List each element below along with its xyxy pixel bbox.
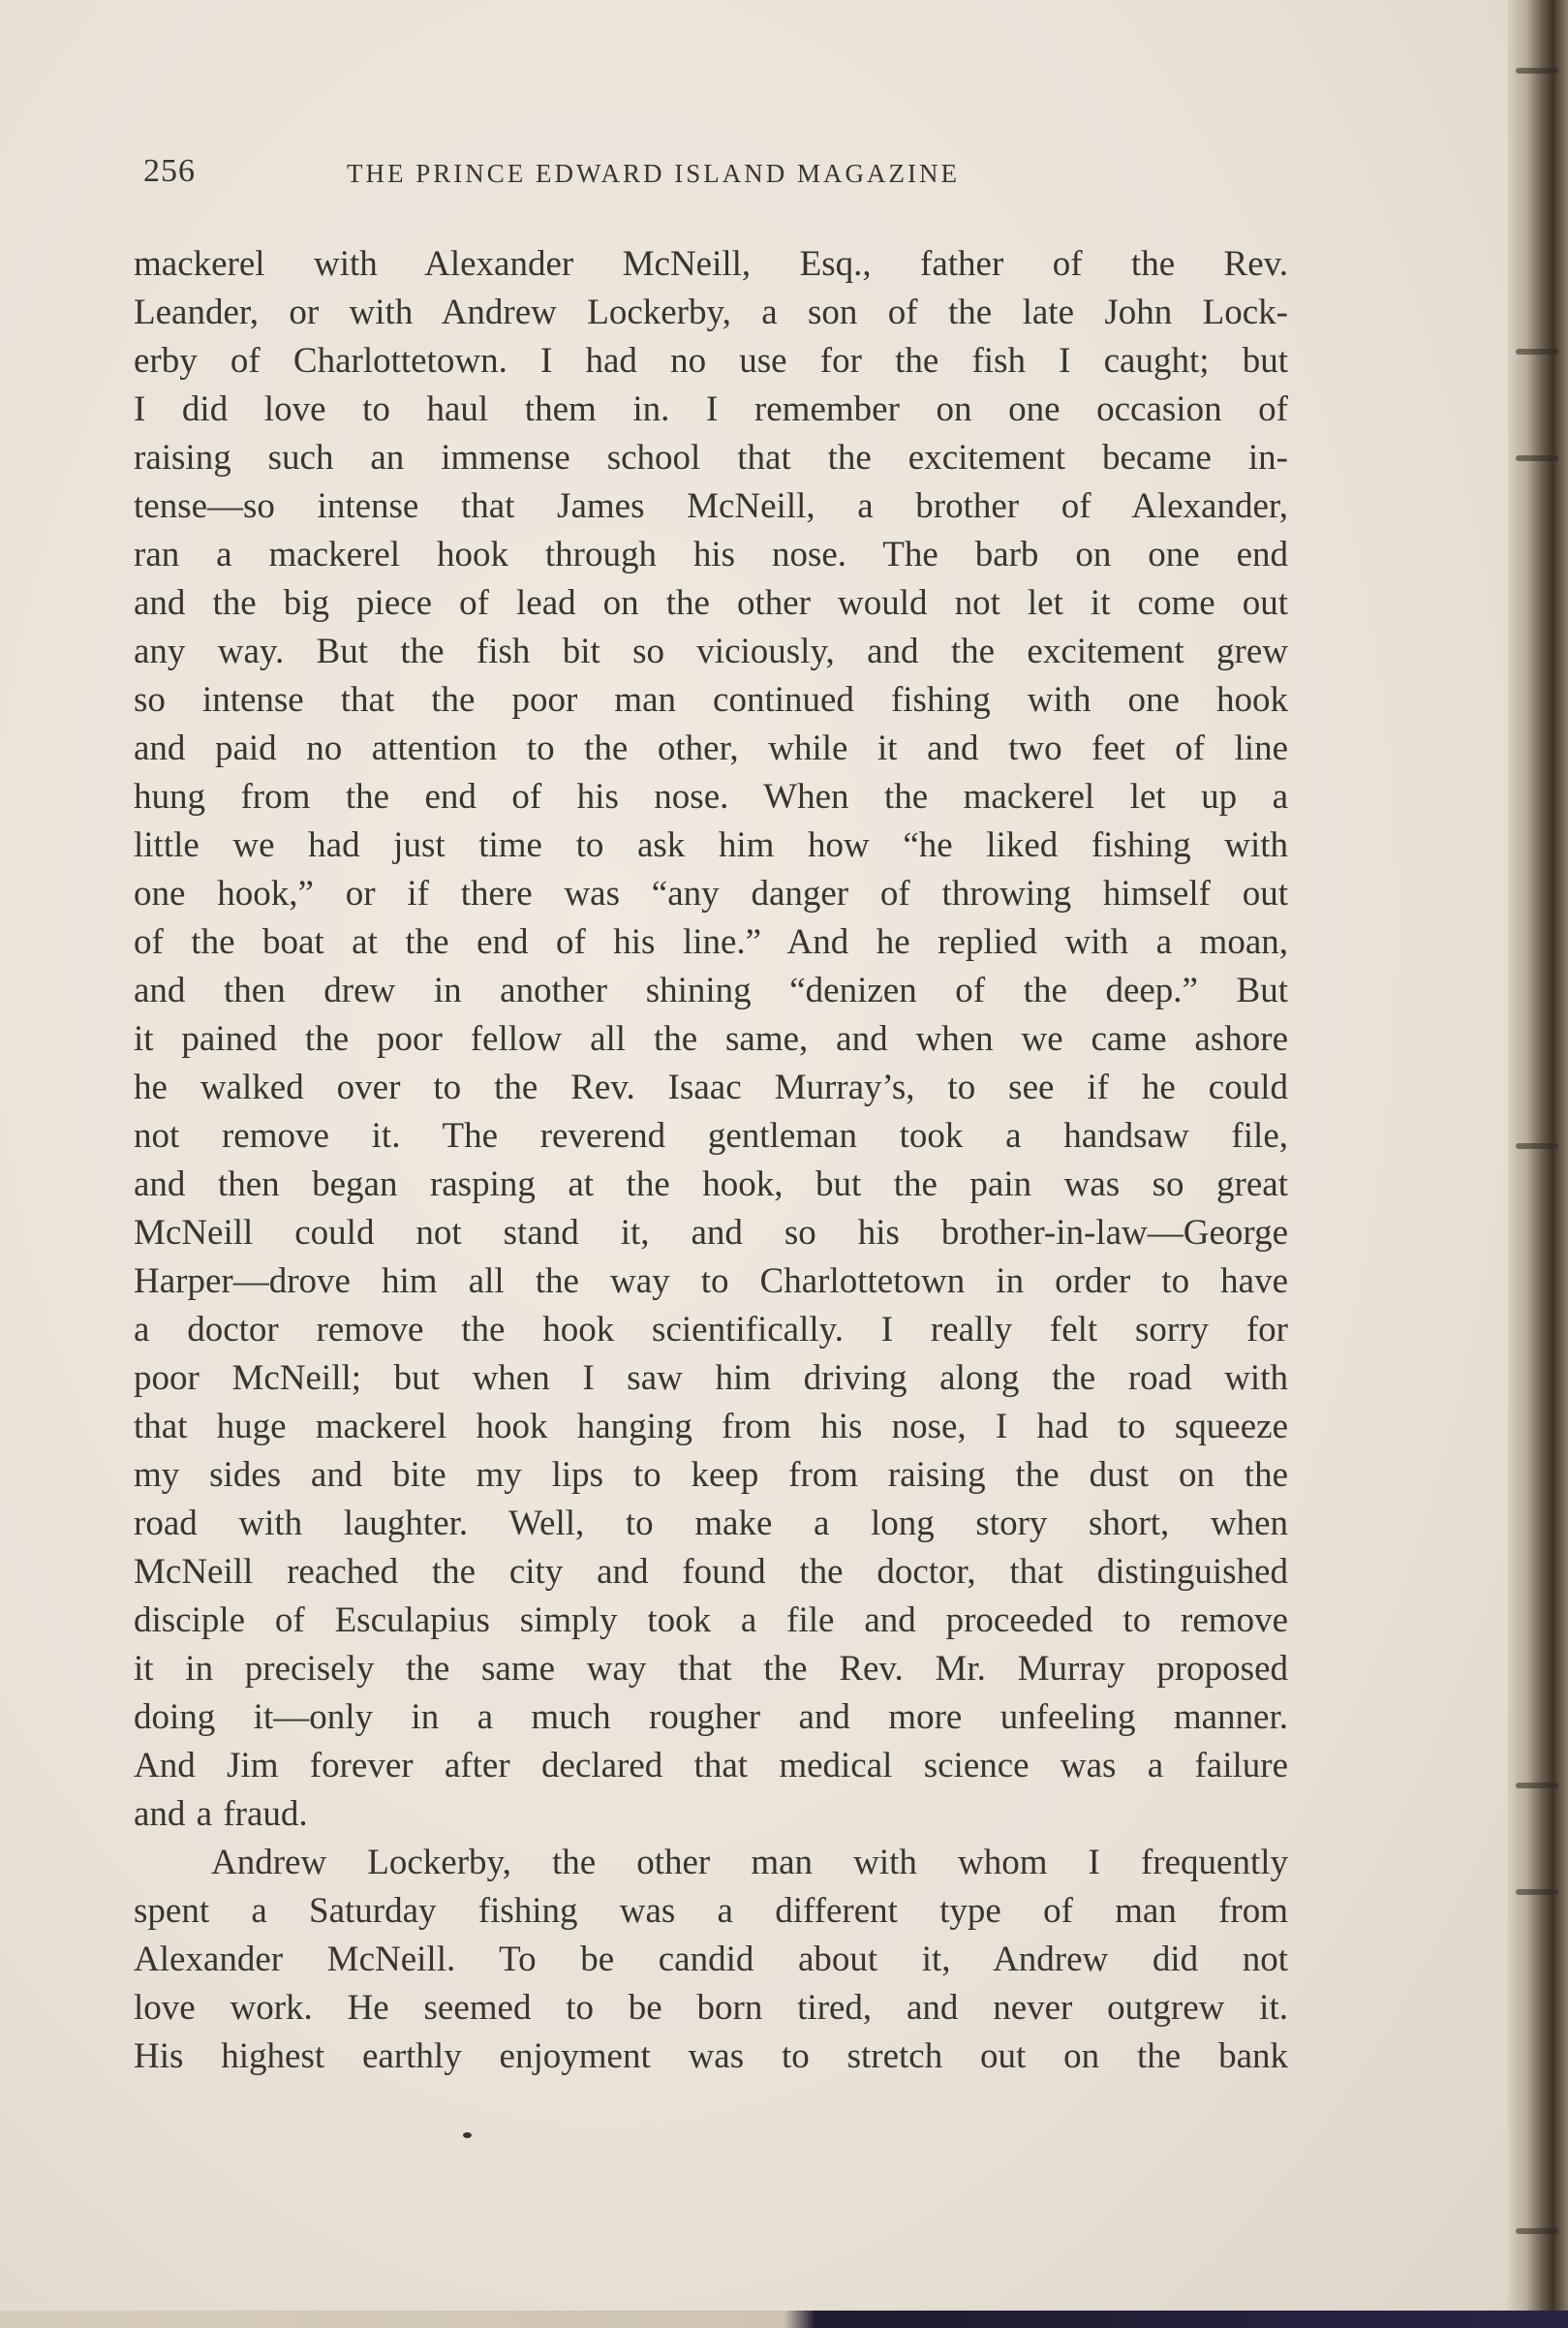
binding-stitch [1516,455,1558,461]
ink-speck [463,2132,472,2138]
binding-stitch [1516,349,1558,355]
binding-stitch [1516,1783,1558,1788]
page-number: 256 [143,153,196,189]
body-text [134,240,1288,2081]
text-line: not remove it. The reverend gentleman took a handsaw file, [134,1116,1288,1156]
book-spine-edge [1508,0,1568,2328]
text-line: McNeill could not stand it, and so his brother-in-law—George [134,1213,1288,1253]
text-line: tense—so intense that James McNeill, a brother of Alexander, [134,486,1288,526]
running-title: THE PRINCE EDWARD ISLAND MAGAZINE [347,159,960,188]
text-line: any way. But the fish bit so viciously, and the excitement grew [134,632,1288,671]
text-line: And Jim forever after declared that medical science was a failure [134,1746,1288,1785]
text-line: love work. He seemed to be born tired, and never outgrew it. [134,1988,1288,2028]
text-line: Harper—drove him all the way to Charlottetown in order to have [134,1261,1288,1301]
text-line: raising such an immense school that the excitement became in- [134,438,1288,478]
text-line: it pained the poor fellow all the same, and when we came ashore [134,1019,1288,1059]
text-line: spent a Saturday fishing was a different type of man from [134,1891,1288,1931]
text-line: so intense that the poor man continued fishing with one hook [134,680,1288,720]
binding-stitch [1516,2228,1558,2234]
binding-stitch [1516,1889,1558,1895]
text-line: he walked over to the Rev. Isaac Murray’s, to see if he could [134,1068,1288,1107]
text-line: it in precisely the same way that the Rev. Mr. Murray proposed [134,1649,1288,1689]
text-line: and then drew in another shining “denizen of the deep.” But [134,971,1288,1010]
text-line: I did love to haul them in. I remember on one occasion of [134,389,1288,429]
binding-stitch [1516,68,1558,74]
text-line: and the big piece of lead on the other would not let it come out [134,583,1288,623]
text-line: His highest earthly enjoyment was to stretch out on the bank [134,2036,1288,2076]
text-line: hung from the end of his nose. When the mackerel let up a [134,777,1288,817]
text-line: Leander, or with Andrew Lockerby, a son of the late John Lock- [134,293,1288,332]
page-bottom-edge [0,2311,1568,2328]
text-line: McNeill reached the city and found the doctor, that distinguished [134,1552,1288,1592]
text-line: and paid no attention to the other, while it and two feet of line [134,729,1288,768]
paragraph-end-line: and a fraud. [134,1794,308,1834]
text-line: my sides and bite my lips to keep from raising the dust on the [134,1455,1288,1495]
text-line: road with laughter. Well, to make a long story short, when [134,1504,1288,1543]
text-line: that huge mackerel hook hanging from his nose, I had to squeeze [134,1407,1288,1446]
text-line: poor McNeill; but when I saw him driving along the road with [134,1358,1288,1398]
text-line: doing it—only in a much rougher and more unfeeling manner. [134,1697,1288,1737]
text-line: mackerel with Alexander McNeill, Esq., father of the Rev. [134,244,1288,284]
binding-stitch [1516,1143,1558,1149]
text-line: disciple of Esculapius simply took a file and proceeded to remove [134,1600,1288,1640]
text-line: a doctor remove the hook scientifically. I really felt sorry for [134,1310,1288,1350]
text-line: little we had just time to ask him how “he liked fishing with [134,825,1288,865]
text-line: one hook,” or if there was “any danger of throwing himself out [134,874,1288,914]
text-line: erby of Charlottetown. I had no use for the fish I caught; but [134,341,1288,381]
text-line: Alexander McNeill. To be candid about it, Andrew did not [134,1940,1288,1979]
page-header [143,153,1112,200]
text-line: and then began rasping at the hook, but the pain was so great [134,1164,1288,1204]
paragraph-start-line: Andrew Lockerby, the other man with whom I frequently [211,1843,1288,1882]
text-line: of the boat at the end of his line.” And he replied with a moan, [134,922,1288,962]
text-line: ran a mackerel hook through his nose. The barb on one end [134,535,1288,574]
